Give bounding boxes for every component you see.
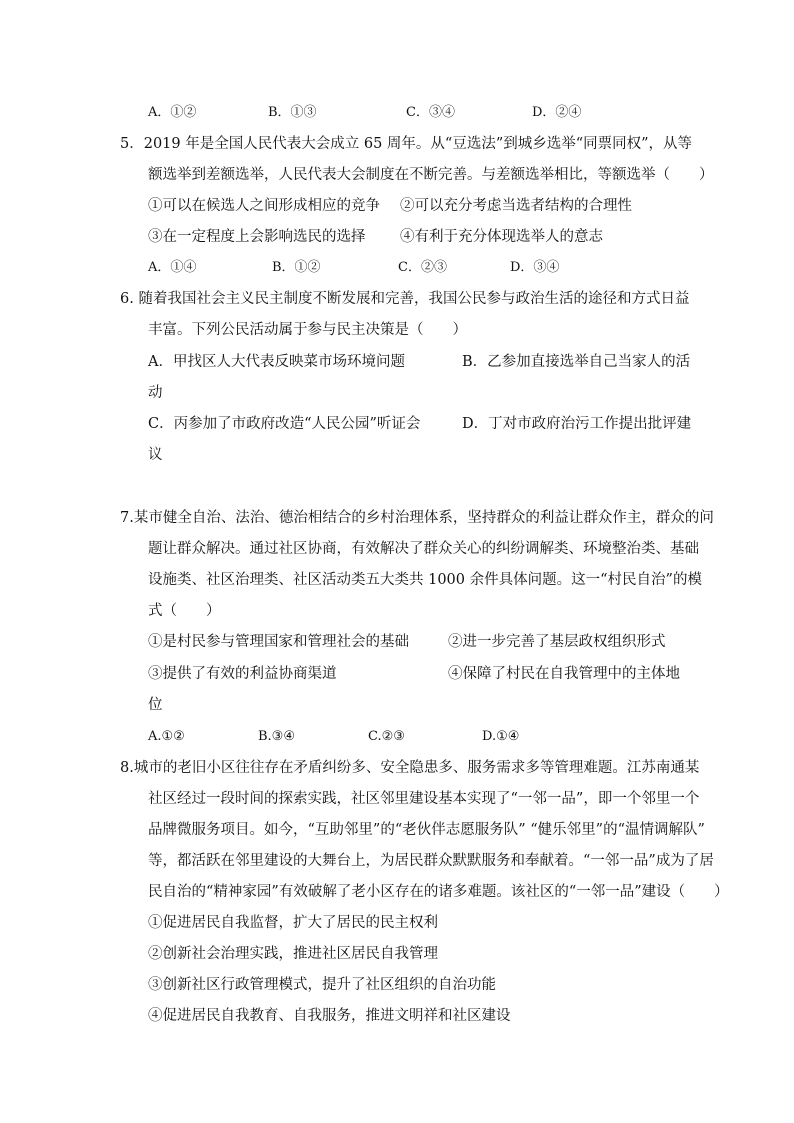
q4-option-b: B．①③ [268,105,317,120]
q8-stem-line3: 品牌微服务项目。如今，“互助邻里”的“老伙伴志愿服务队” “健乐邻里”的“温情调解队” [148,822,705,838]
q4-option-d: D．②④ [532,105,582,120]
q5-option-d: D．③④ [510,260,560,275]
q5-stem-line2: 额选举到差额选举，人民代表大会制度在不断完善。与差额选举相比，等额选举（ ） [148,167,714,183]
q6-option-c: C．丙参加了市政府改造“人民公园”听证会 [148,416,421,432]
q6-stem-line1: 6. 随着我国社会主义民主制度不断发展和完善，我国公民参与政治生活的途径和方式日益 [120,291,690,307]
q7-stem-line3: 设施类、社区治理类、社区活动类五大类共 1000 余件具体问题。这一“村民自治”的模 [148,572,702,588]
q8-item-3: ③创新社区行政管理模式，提升了社区组织的自治功能 [148,977,496,993]
q6-option-a: A．甲找区人大代表反映菜市场环境问题 [148,354,405,370]
q7-stem-line1: 7.某市健全自治、法治、德治相结合的乡村治理体系，坚持群众的利益让群众作主，群众的问 [120,510,714,526]
q5-stem-line1: 5．2019 年是全国人民代表大会成立 65 周年。从“豆选法”到城乡选举“同票同权”，从等 [120,136,693,152]
q7-option-b: B.③④ [258,729,295,744]
q8-item-4: ④促进居民自我教育、自我服务，推进文明祥和社区建设 [148,1008,511,1024]
q7-stem-line2: 题让群众解决。通过社区协商，有效解决了群众关心的纠纷调解类、环境整治类、基础 [148,541,699,557]
q6-stem-line2: 丰富。下列公民活动属于参与民主决策是（ ） [148,322,467,338]
q8-stem-line4: 等，都活跃在邻里建设的大舞台上，为居民群众默默服务和奉献着。“一邻一品”成为了居 [148,853,714,869]
q7-item-4-cont: 位 [148,697,163,713]
q5-option-a: A．①④ [148,260,197,275]
q5-item-2: ②可以充分考虑当选者结构的合理性 [400,198,632,214]
q5-item-3: ③在一定程度上会影响选民的选择 [148,229,366,245]
q8-stem-line2: 社区经过一段时间的探索实践，社区邻里建设基本实现了“一邻一品”，即一个邻里一个 [148,791,700,807]
q7-item-2: ②进一步完善了基层政权组织形式 [448,634,666,650]
q4-option-a: A．①② [148,105,197,120]
q7-item-3: ③提供了有效的利益协商渠道 [148,666,337,682]
q6-option-d: D．丁对市政府治污工作提出批评建 [462,416,692,432]
q7-item-4: ④保障了村民在自我管理中的主体地 [448,666,680,682]
q8-stem-line1: 8.城市的老旧小区往往存在矛盾纠纷多、安全隐患多、服务需求多等管理难题。江苏南通某 [120,760,700,776]
q8-item-1: ①促进居民自我监督，扩大了居民的民主权利 [148,915,438,931]
q6-option-b-cont: 动 [148,385,163,401]
q4-option-c: C．③④ [406,105,455,120]
q5-item-4: ④有利于充分体现选举人的意志 [400,229,603,245]
q8-stem-line5: 民自治的“精神家园”有效破解了老小区存在的诸多难题。该社区的“一邻一品”建设（ ） [148,884,729,900]
q6-option-b: B．乙参加直接选举自己当家人的活 [462,354,691,370]
q7-item-1: ①是村民参与管理国家和管理社会的基础 [148,634,409,650]
q7-stem-line4: 式（ ） [148,603,221,619]
q5-option-c: C．②③ [398,260,447,275]
q7-option-c: C.②③ [368,729,405,744]
q7-option-d: D.①④ [482,729,520,744]
q5-item-1: ①可以在候选人之间形成相应的竞争 [148,198,380,214]
q7-option-a: A.①② [148,729,185,744]
q6-option-d-cont: 议 [148,447,163,463]
q5-option-b: B．①② [272,260,321,275]
q8-item-2: ②创新社会治理实践，推进社区居民自我管理 [148,946,438,962]
